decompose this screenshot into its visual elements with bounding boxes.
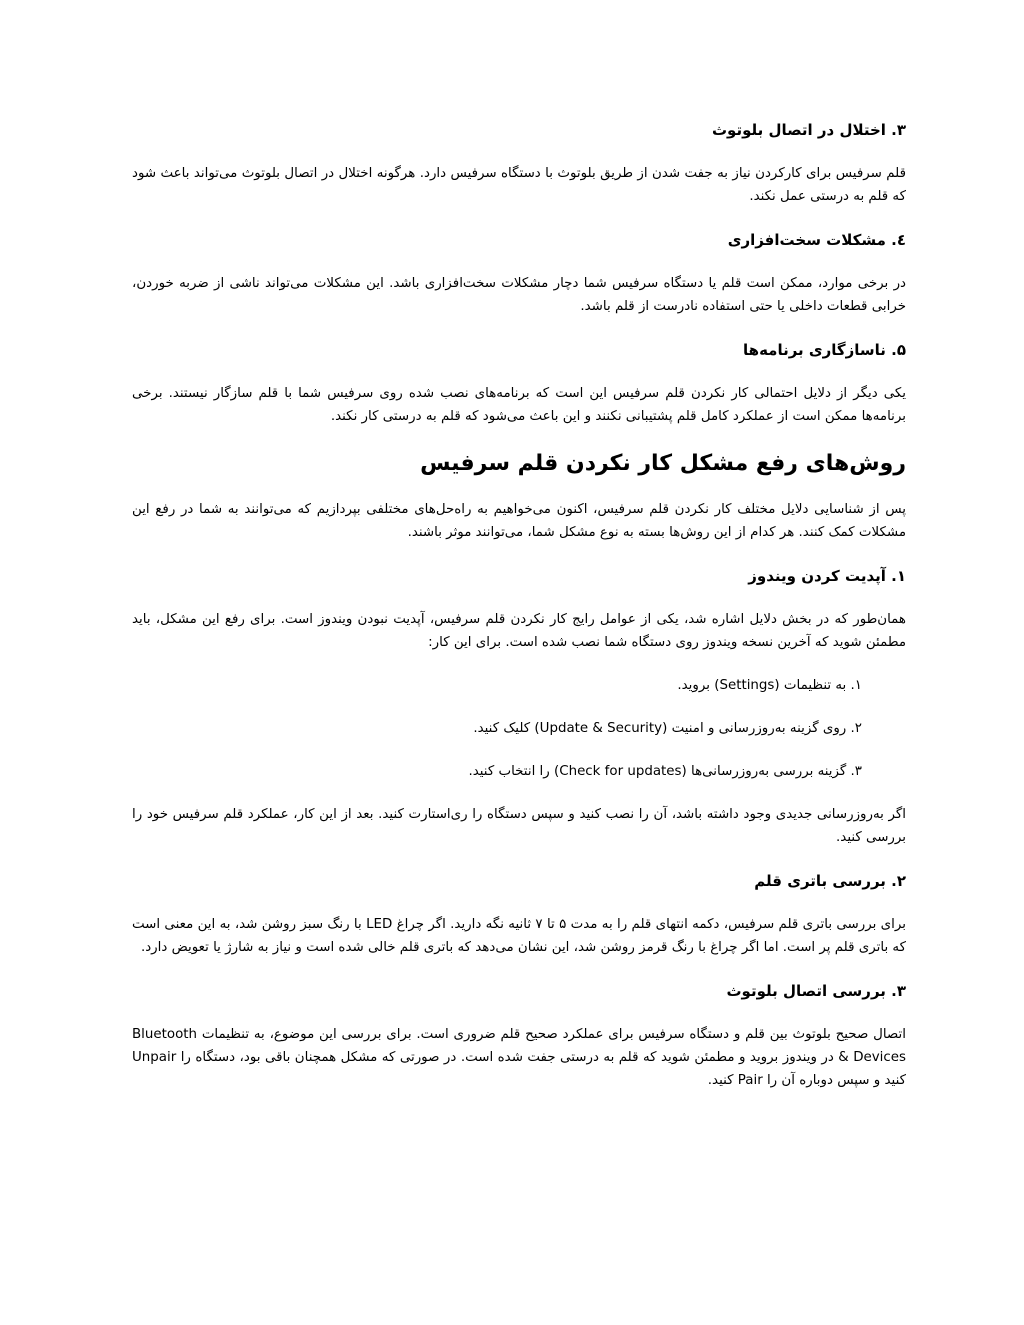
section-heading-hardware-problems: ٤. مشکلات سخت‌افزاری bbox=[727, 231, 906, 249]
step-check-updates: ۳. گزینه بررسی به‌روزرسانی‌ها (Check for updates) را انتخاب کنید. bbox=[468, 764, 862, 779]
section-heading-app-incompatibility: ۵. ناسازگاری برنامه‌ها bbox=[743, 341, 906, 359]
intro-paragraph: پس از شناسایی دلایل مختلف کار نکردن قلم سرفیس، اکنون می‌خواهیم به راه‌حل‌های مختلفی بپردازیم که می‌توانند به شما در رفع این مشکلات کمک کنند. هر کدام از این روش‌ها بسته به نوع مشکل شما، می‌توانند موثر باشند. bbox=[132, 502, 906, 540]
method-after-update-windows: اگر به‌روزرسانی جدیدی وجود داشته باشد، آن را نصب کنید و سپس دستگاه را ری‌استارت کنید. بعد از این کار، عملکرد قلم سرفیس خود را بررسی کنید. bbox=[132, 807, 906, 845]
section-text-app-incompatibility: یکی دیگر از دلایل احتمالی کار نکردن قلم سرفیس این است که برنامه‌های نصب شده روی سرفیس شما با قلم سازگار نیستند. برخی برنامه‌ها ممکن است از عملکرد کامل قلم پشتیبانی نکنند و این باعث می‌شود که قلم به درستی کار نکند. bbox=[132, 386, 906, 424]
method-text-check-bluetooth: اتصال صحیح بلوتوث بین قلم و دستگاه سرفیس برای عملکرد صحیح قلم ضروری است. برای بررسی این موضوع، به تنظیمات Bluetooth & Devices در ویندوز بروید و مطمئن شوید که قلم به درستی جفت شده است. در صورتی که مشکل همچنان باقی بود، دستگاه را Unpair کنید و سپس دوباره آن را Pair کنید. bbox=[132, 1027, 906, 1088]
document-page bbox=[132, 118, 906, 1112]
method-heading-update-windows: ۱. آپدیت کردن ویندوز bbox=[748, 567, 906, 585]
method-text-check-battery: برای بررسی باتری قلم سرفیس، دکمه انتهای قلم را به مدت ۵ تا ۷ ثانیه نگه دارید. اگر چراغ LED با رنگ سبز روشن شد، به این معنی است که باتری قلم پر است. اما اگر چراغ با رنگ قرمز روشن شد، این نشان می‌دهد که باتری قلم خالی شده است و نیاز به شارژ یا تعویض دارد. bbox=[132, 917, 906, 955]
section-text-bluetooth-issue: قلم سرفیس برای کارکردن نیاز به جفت شدن از طریق بلوتوث با دستگاه سرفیس دارد. هرگونه اختلال در اتصال بلوتوث می‌تواند باعث شود که قلم به درستی عمل نکند. bbox=[132, 166, 906, 204]
method-heading-check-battery: ۲. بررسی باتری قلم bbox=[754, 872, 906, 890]
step-open-settings: ۱. به تنظیمات (Settings) بروید. bbox=[677, 678, 862, 693]
section-text-hardware-problems: در برخی موارد، ممکن است قلم یا دستگاه سرفیس شما دچار مشکلات سخت‌افزاری باشد. این مشکلات می‌تواند ناشی از ضربه خوردن، خرابی قطعات داخلی یا حتی استفاده نادرست از قلم باشد. bbox=[132, 276, 906, 314]
section-heading-bluetooth-issue: ۳. اختلال در اتصال بلوتوث bbox=[711, 121, 906, 139]
method-text-update-windows: همان‌طور که در بخش دلایل اشاره شد، یکی از عوامل رایج کار نکردن قلم سرفیس، آپدیت نبودن ویندوز است. برای رفع این مشکل، باید مطمئن شوید که آخرین نسخه ویندوز روی دستگاه شما نصب شده است. برای این کار: bbox=[132, 612, 906, 650]
step-update-security: ۲. روی گزینه به‌روزرسانی و امنیت (Update & Security) کلیک کنید. bbox=[473, 721, 862, 736]
method-heading-check-bluetooth: ۳. بررسی اتصال بلوتوث bbox=[726, 982, 906, 1000]
main-heading-fix-methods: روش‌های رفع مشکل کار نکردن قلم سرفیس bbox=[420, 451, 906, 476]
